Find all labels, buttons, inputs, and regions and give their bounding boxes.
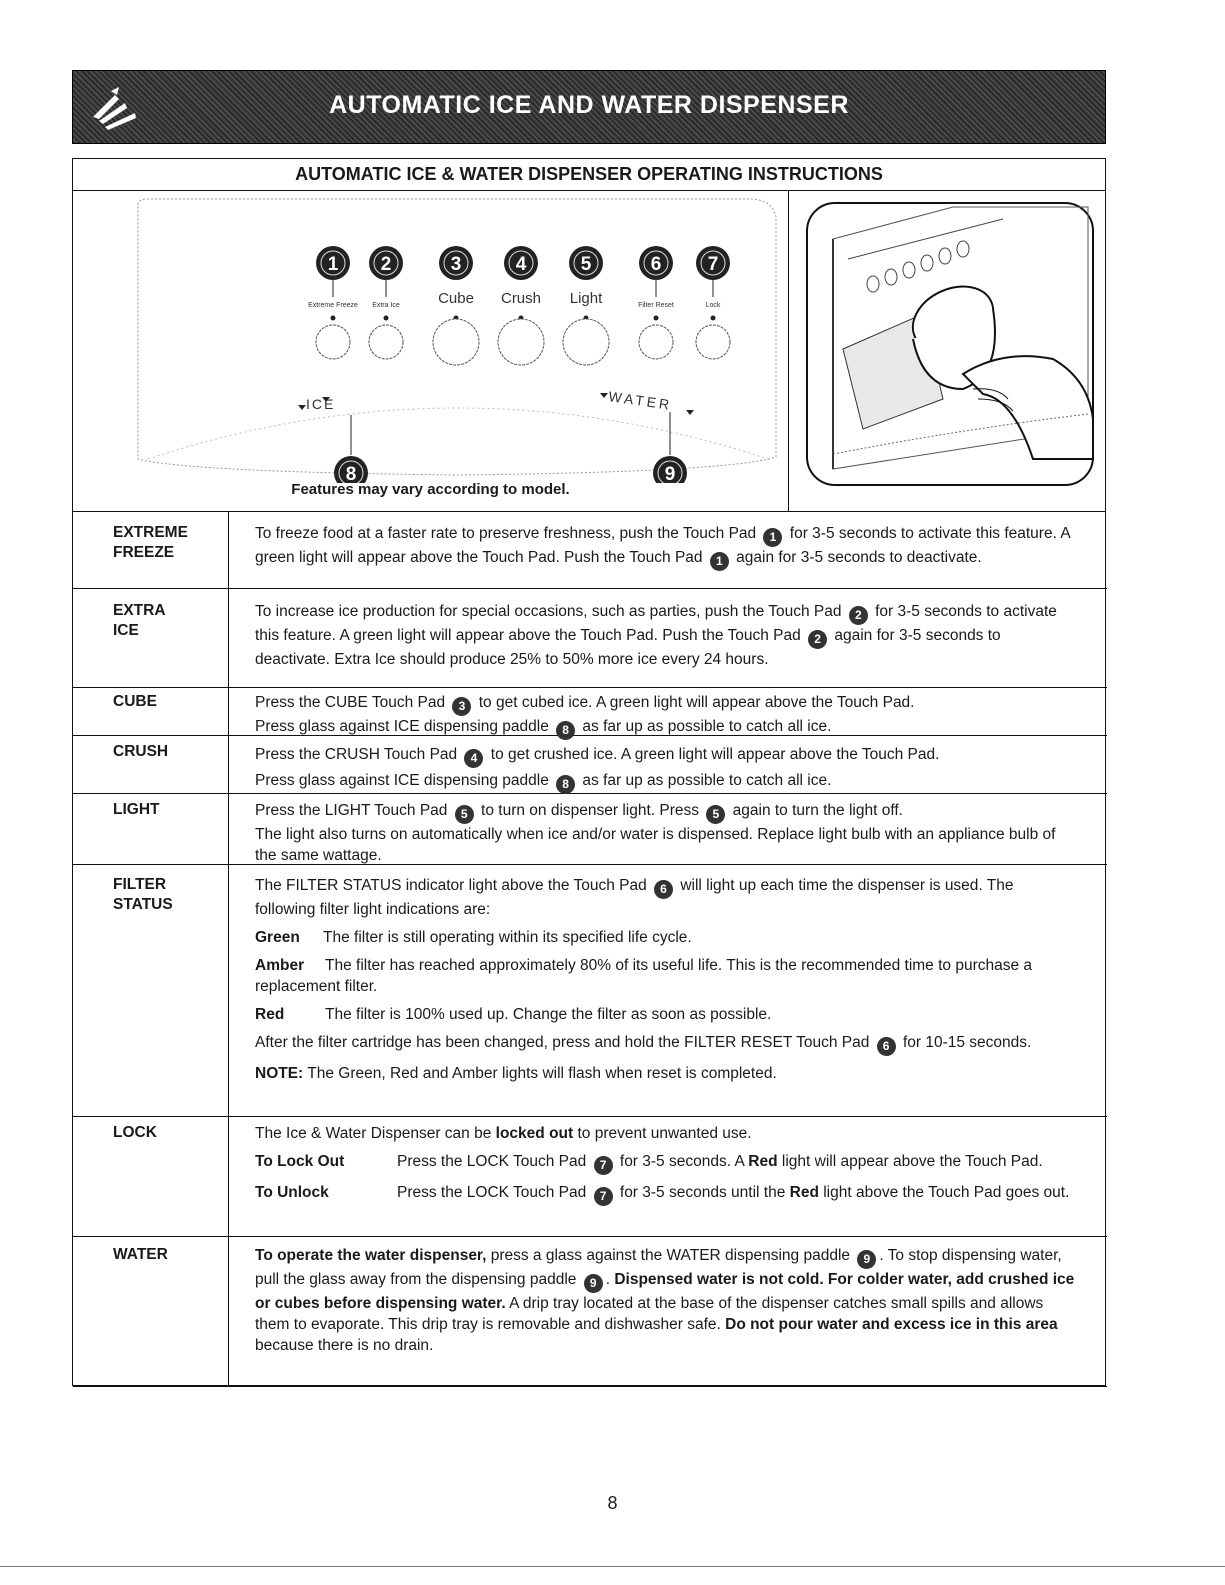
badge-5-icon [569,246,603,280]
badge-9-icon: 9 [584,1274,603,1293]
badge-4-icon: 4 [464,749,483,768]
label-lock: LOCK [113,1124,157,1141]
text-water: To operate the water dispenser, press a glass against the WATER dispensing paddle 9 . To stop dispensing water, pull the glass away from the dispensing paddle 9 . Dispensed water is not cold. For colder water, add crushed ice or cubes before dispensing water. A drip tray located at the base of the dispenser catches small spills and allows them to evaporate. This drip tray is removable and dishwasher safe. Do not pour water and excess ice in this area because there is no drain. [255,1247,1075,1354]
touch-pad-circle [498,319,544,365]
ice-label: ICE [306,396,336,412]
features-caption: Features may vary according to model. [291,481,570,498]
section-banner [72,70,1106,144]
term-lock-out: To Lock Out [255,1153,345,1170]
label-extra-ice [113,601,223,641]
badge-7-icon [696,246,730,280]
lock-out-instructions: To Lock Out Press the LOCK Touch Pad 7 for 3-5 seconds. A Red light will appear above the Touch Pad. [255,1151,1075,1175]
badge-3-icon: 3 [452,697,471,716]
water-label: WATER [607,388,674,413]
pad-label: Light [569,290,603,307]
badge-8-icon: 8 [556,721,575,740]
badge-number: 3 [450,254,462,275]
pad-label: Lock [705,302,721,309]
badge-number: 8 [345,464,357,483]
label-crush: CRUSH [113,743,169,760]
badge-8-icon: 8 [556,775,575,794]
pad-label: Extra Ice [372,302,400,309]
badge-6-icon: 6 [654,880,673,899]
label-water: WATER [113,1246,168,1263]
dispenser-with-glass-illustration [803,199,1099,489]
pad-label: Filter Reset [638,302,674,309]
badge-8-icon [334,456,368,483]
indicator-dot-icon [711,316,716,321]
label-cube: CUBE [113,693,157,710]
text-crush: Press the CRUSH Touch Pad 4 to get crushed ice. A green light will appear above the Touch Pad. Press glass against ICE dispensing paddle 8 as far up as possible to catch all ice. [255,742,1075,794]
badge-1-icon [316,246,350,280]
label-line: FREEZE [113,544,175,561]
label-light: LIGHT [113,801,160,818]
badge-2-icon: 2 [849,606,868,625]
badge-9-icon: 9 [857,1250,876,1269]
badge-6-icon [639,246,673,280]
touch-pads [316,316,730,366]
text-filter-status: The FILTER STATUS indicator light above the Touch Pad 6 will light up each time the dispenser is used. The following filter light indications are: Green The filter is still operating within its specified life cycle. Amber The filter has reached approximately 80% of its useful life. This is the recommended time to purchase a replacement filter. Red The filter is 100% used up. Change the filter as soon as possible. After the filter cartridge has been changed, press and hold the FILTER RESET Touch Pad 6 for 10-15 seconds. NOTE: The Green, Red and Amber lights will flash when reset is completed. [255,877,1033,1082]
touch-pad-circle [316,325,350,359]
touch-pad-circle [563,319,609,365]
text-cube: Press the CUBE Touch Pad 3 to get cubed ice. A green light will appear above the Touch Pad. Press glass against ICE dispensing paddle 8 as far up as possible to catch all ice. [255,692,1075,740]
touch-pad-circle [433,319,479,365]
label-line: ICE [113,622,139,639]
label-extreme-freeze [113,523,223,563]
badge-7-icon: 7 [594,1187,613,1206]
term-unlock: To Unlock [255,1184,329,1201]
badge-9-icon [653,456,687,483]
note-label: NOTE: [255,1065,304,1082]
badge-number: 4 [515,254,527,275]
term-amber: Amber [255,957,305,974]
badge-number: 2 [380,254,392,275]
instructions-table [72,158,1106,1386]
text-lock: The Ice & Water Dispenser can be locked out to prevent unwanted use. To Lock Out Press the LOCK Touch Pad 7 for 3-5 seconds. A Red light will appear above the Touch Pad. To Unlock Press the LOCK Touch Pad 7 for 3-5 seconds until the Red light above the Touch Pad goes out. [255,1123,1075,1206]
label-line: STATUS [113,896,173,913]
badge-number: 9 [664,464,676,483]
touch-pad-circle [369,325,403,359]
text-light: Press the LIGHT Touch Pad 5 to turn on dispenser light. Press 5 again to turn the light off. The light also turns on automatically when ice and/or water is dispensed. Replace light bulb with an appliance bulb of the same wattage. [255,802,1056,864]
badge-1-icon: 1 [763,528,782,547]
touch-pad-labels [308,290,721,309]
touch-pad-circle [696,325,730,359]
touch-pad-circle [639,325,673,359]
label-line: EXTREME [113,524,188,541]
badge-number: 5 [580,254,592,275]
label-line: FILTER [113,876,167,893]
badge-2-icon [369,246,403,280]
banner-title: AUTOMATIC ICE AND WATER DISPENSER [329,91,849,119]
indicator-dot-icon [654,316,659,321]
text-extreme-freeze: To freeze food at a faster rate to preserve freshness, push the Touch Pad 1 for 3-5 seconds to activate this feature. A green light will appear above the Touch Pad. Push the Touch Pad 1 again for 3-5 seconds to deactivate. [255,523,1075,571]
indicator-dot-icon [384,316,389,321]
badge-5-icon: 5 [706,805,725,824]
pad-label: Extreme Freeze [308,302,358,309]
badge-5-icon: 5 [455,805,474,824]
label-filter-status [113,875,223,915]
badge-2-icon: 2 [808,630,827,649]
label-line: EXTRA [113,602,166,619]
term-green: Green [255,929,300,946]
badge-number: 7 [707,254,719,275]
unlock-instructions: To Unlock Press the LOCK Touch Pad 7 for 3-5 seconds until the Red light above the Touch Pad goes out. [255,1182,1075,1206]
badge-3-icon [439,246,473,280]
control-panel-illustration [128,197,783,483]
badge-6-icon: 6 [877,1037,896,1056]
badge-1-icon: 1 [710,552,729,571]
badge-number: 1 [327,254,339,275]
table-title: AUTOMATIC ICE & WATER DISPENSER OPERATING INSTRUCTIONS [295,164,883,184]
pad-label: Cube [438,290,474,307]
text-extra-ice: To increase ice production for special occasions, such as parties, push the Touch Pad 2 for 3-5 seconds to activate this feature. A green light will appear above the Touch Pad. Push the Touch Pad 2 again for 3-5 seconds to deactivate. Extra Ice should produce 25% to 50% more ice every 24 hours. [255,603,1057,668]
badge-4-icon [504,246,538,280]
badge-7-icon: 7 [594,1156,613,1175]
term-red: Red [255,1006,285,1023]
pad-label: Crush [500,290,542,307]
page-number: 8 [607,1493,618,1513]
indicator-dot-icon [331,316,336,321]
badge-number: 6 [650,254,662,275]
